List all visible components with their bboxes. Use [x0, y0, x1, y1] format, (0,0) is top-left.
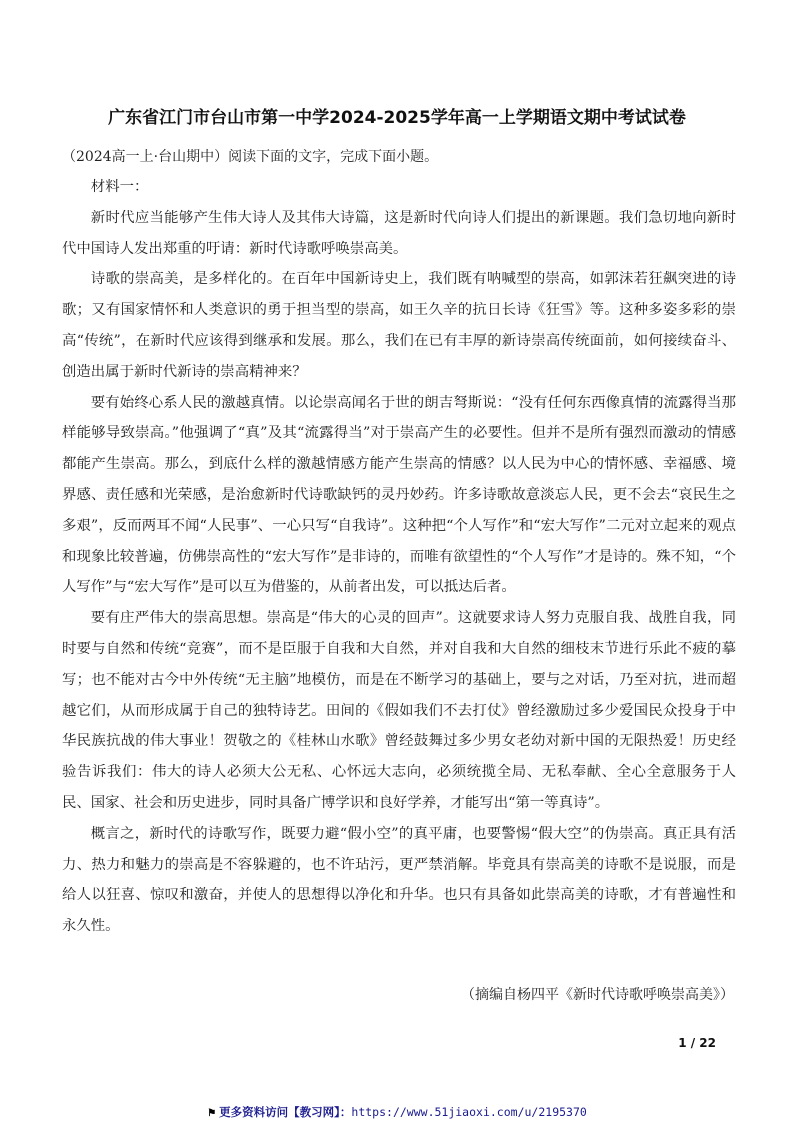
article-paragraph-1: 新时代应当能够产生伟大诗人及其伟大诗篇，这是新时代向诗人们提出的新课题。我们急切地向新时代中国诗人发出郑重的吁请：新时代诗歌呼唤崇高美。: [62, 209, 736, 257]
article-paragraph-4: 要有庄严伟大的崇高思想。崇高是“伟大的心灵的回声”。这就要求诗人努力克服自我、战胜自我，同时要与自然和传统“竞赛”，而不是臣服于自我和大自然，并对自我和大自然的细枝末节进行乐此不疲的摹写；也不能对古今中外传统“无主脑”地模仿，而是在不断学习的基础上，要与之对话，乃至对抗，进而超越它们，从而形成属于自己的独特诗艺。田间的《假如我们不去打仗》曾经激励过多少爱国民众投身于中华民族抗战的伟大事业！贺敬之的《桂林山水歌》曾经鼓舞过多少男女老幼对新中国的无限热爱！历史经验告诉我们：伟大的诗人必须大公无私、心怀远大志向，必须统揽全局、无私奉献、全心全意服务于人民、国家、社会和历史进步，同时具备广博学识和良好学养，才能写出“第一等真诗”。: [62, 610, 736, 811]
flag-icon: ⚑: [207, 1108, 217, 1119]
page-number: 1 / 22: [678, 1036, 716, 1050]
question-intro: （2024高一上·台山期中）阅读下面的文字，完成下面小题。: [62, 149, 439, 165]
article-paragraph-5: 概言之，新时代的诗歌写作，既要力避“假小空”的真平庸，也要警惕“假大空”的伪崇高。真正具有活力、热力和魅力的崇高是不容躲避的，也不许玷污，更严禁消解。毕竟具有崇高美的诗歌不是说服，而是给人以狂喜、惊叹和激奋，并使人的思想得以净化和升华。也只有具备如此崇高美的诗歌，才有普遍性和永久性。: [62, 825, 736, 935]
article-paragraph-3: 要有始终心系人民的激越真情。以论崇高闻名于世的朗吉弩斯说：“没有任何东西像真情的流露得当那样能够导致崇高。”他强调了“真”及其“流露得当”对于崇高产生的必要性。但并不是所有强烈而激动的情感都能产生崇高。那么，到底什么样的激越情感方能产生崇高的情感？以人民为中心的情怀感、幸福感、境界感、责任感和光荣感，是治愈新时代诗歌缺钙的灵丹妙药。许多诗歌故意淡忘人民，更不会去“哀民生之多艰”，反而两耳不闻“人民事”、一心只写“自我诗”。这种把“个人写作”和“宏大写作”二元对立起来的观点和现象比较普遍，仿佛崇高性的“宏大写作”是非诗的，而唯有欲望性的“个人写作”才是诗的。殊不知，“个人写作”与“宏大写作”是可以互为借鉴的，从前者出发，可以抵达后者。: [62, 394, 736, 596]
source-citation: （摘编自杨四平《新时代诗歌呼唤崇高美》）: [461, 987, 734, 1003]
footer-prefix: 更多资料访问【教习网】：: [219, 1105, 352, 1119]
article-body: [62, 172, 736, 942]
footer-link[interactable]: [0, 1104, 794, 1122]
page-title: 广东省江门市台山市第一中学2024-2025学年高一上学期语文期中考试试卷: [108, 108, 686, 128]
footer-url[interactable]: https://www.51jiaoxi.com/u/2195370: [351, 1105, 587, 1119]
material-label: 材料一：: [90, 179, 149, 195]
article-paragraph-2: 诗歌的崇高美，是多样化的。在百年中国新诗史上，我们既有呐喊型的崇高，如郭沫若狂飙突进的诗歌；又有国家情怀和人类意识的勇于担当型的崇高，如王久辛的抗日长诗《狂雪》等。这种多姿多彩的崇高“传统”，在新时代应该得到继承和发展。那么，我们在已有丰厚的新诗崇高传统面前，如何接续奋斗、创造出属于新时代新诗的崇高精神来？: [62, 271, 736, 380]
